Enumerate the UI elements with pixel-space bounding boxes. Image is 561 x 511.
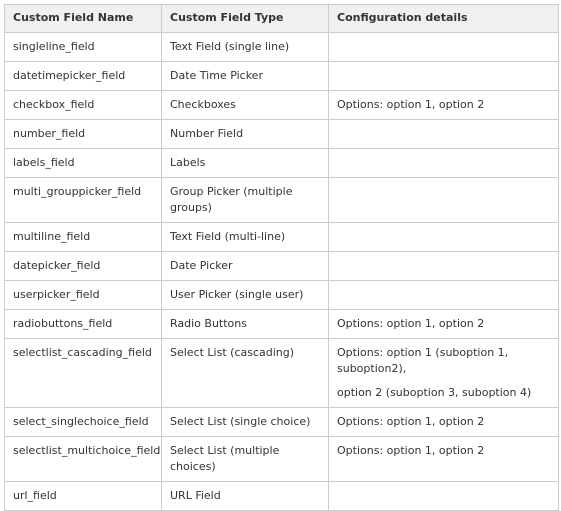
cell-configuration-details <box>329 149 559 178</box>
cell-field-type: Number Field <box>162 120 329 149</box>
cell-field-name: selectlist_multichoice_field <box>5 437 162 482</box>
cell-field-name: checkbox_field <box>5 91 162 120</box>
cell-configuration-details <box>329 33 559 62</box>
table-row <box>5 310 559 339</box>
table-row <box>5 91 559 120</box>
table-row <box>5 149 559 178</box>
cell-field-name: number_field <box>5 120 162 149</box>
cell-configuration-details <box>329 339 559 408</box>
cell-field-name: select_singlechoice_field <box>5 408 162 437</box>
cell-field-type: Select List (cascading) <box>162 339 329 408</box>
cell-field-name: selectlist_cascading_field <box>5 339 162 408</box>
cell-configuration-details <box>329 223 559 252</box>
table-row <box>5 33 559 62</box>
cell-field-type: Group Picker (multiple groups) <box>162 178 329 223</box>
cell-configuration-details <box>329 120 559 149</box>
cell-field-type: URL Field <box>162 482 329 511</box>
cell-field-type: Labels <box>162 149 329 178</box>
custom-fields-table <box>4 4 559 511</box>
configuration-line: Options: option 1 (suboption 1, suboption2), <box>337 346 509 375</box>
cell-configuration-details <box>329 408 559 437</box>
cell-field-type: Date Time Picker <box>162 62 329 91</box>
configuration-line: Options: option 1, option 2 <box>337 98 485 111</box>
configuration-line: Options: option 1, option 2 <box>337 415 485 428</box>
table-row <box>5 281 559 310</box>
cell-field-type: Checkboxes <box>162 91 329 120</box>
configuration-line: Options: option 1, option 2 <box>337 444 485 457</box>
cell-field-type: Text Field (single line) <box>162 33 329 62</box>
header-configuration-details: Configuration details <box>329 5 559 33</box>
cell-field-type: Select List (single choice) <box>162 408 329 437</box>
table-row <box>5 120 559 149</box>
cell-configuration-details <box>329 252 559 281</box>
table-row <box>5 339 559 408</box>
cell-configuration-details <box>329 482 559 511</box>
header-custom-field-name: Custom Field Name <box>5 5 162 33</box>
cell-field-type: Date Picker <box>162 252 329 281</box>
header-custom-field-type: Custom Field Type <box>162 5 329 33</box>
cell-configuration-details <box>329 178 559 223</box>
cell-field-name: datepicker_field <box>5 252 162 281</box>
cell-field-type: Text Field (multi-line) <box>162 223 329 252</box>
cell-field-name: radiobuttons_field <box>5 310 162 339</box>
cell-field-name: url_field <box>5 482 162 511</box>
table-row <box>5 437 559 482</box>
cell-configuration-details <box>329 281 559 310</box>
table-header <box>5 5 559 33</box>
cell-field-name: datetimepicker_field <box>5 62 162 91</box>
cell-field-type: User Picker (single user) <box>162 281 329 310</box>
configuration-line: option 2 (suboption 3, suboption 4) <box>337 386 532 399</box>
table-body <box>5 33 559 511</box>
cell-configuration-details <box>329 91 559 120</box>
header-row <box>5 5 559 33</box>
table-row <box>5 252 559 281</box>
table-row <box>5 62 559 91</box>
cell-field-type: Select List (multiple choices) <box>162 437 329 482</box>
cell-field-name: multiline_field <box>5 223 162 252</box>
configuration-line: Options: option 1, option 2 <box>337 317 485 330</box>
cell-field-name: singleline_field <box>5 33 162 62</box>
cell-configuration-details <box>329 310 559 339</box>
cell-field-name: userpicker_field <box>5 281 162 310</box>
table-row <box>5 482 559 511</box>
table-row <box>5 223 559 252</box>
table-row <box>5 178 559 223</box>
cell-field-type: Radio Buttons <box>162 310 329 339</box>
cell-configuration-details <box>329 437 559 482</box>
cell-field-name: labels_field <box>5 149 162 178</box>
table-row <box>5 408 559 437</box>
cell-field-name: multi_grouppicker_field <box>5 178 162 223</box>
cell-configuration-details <box>329 62 559 91</box>
